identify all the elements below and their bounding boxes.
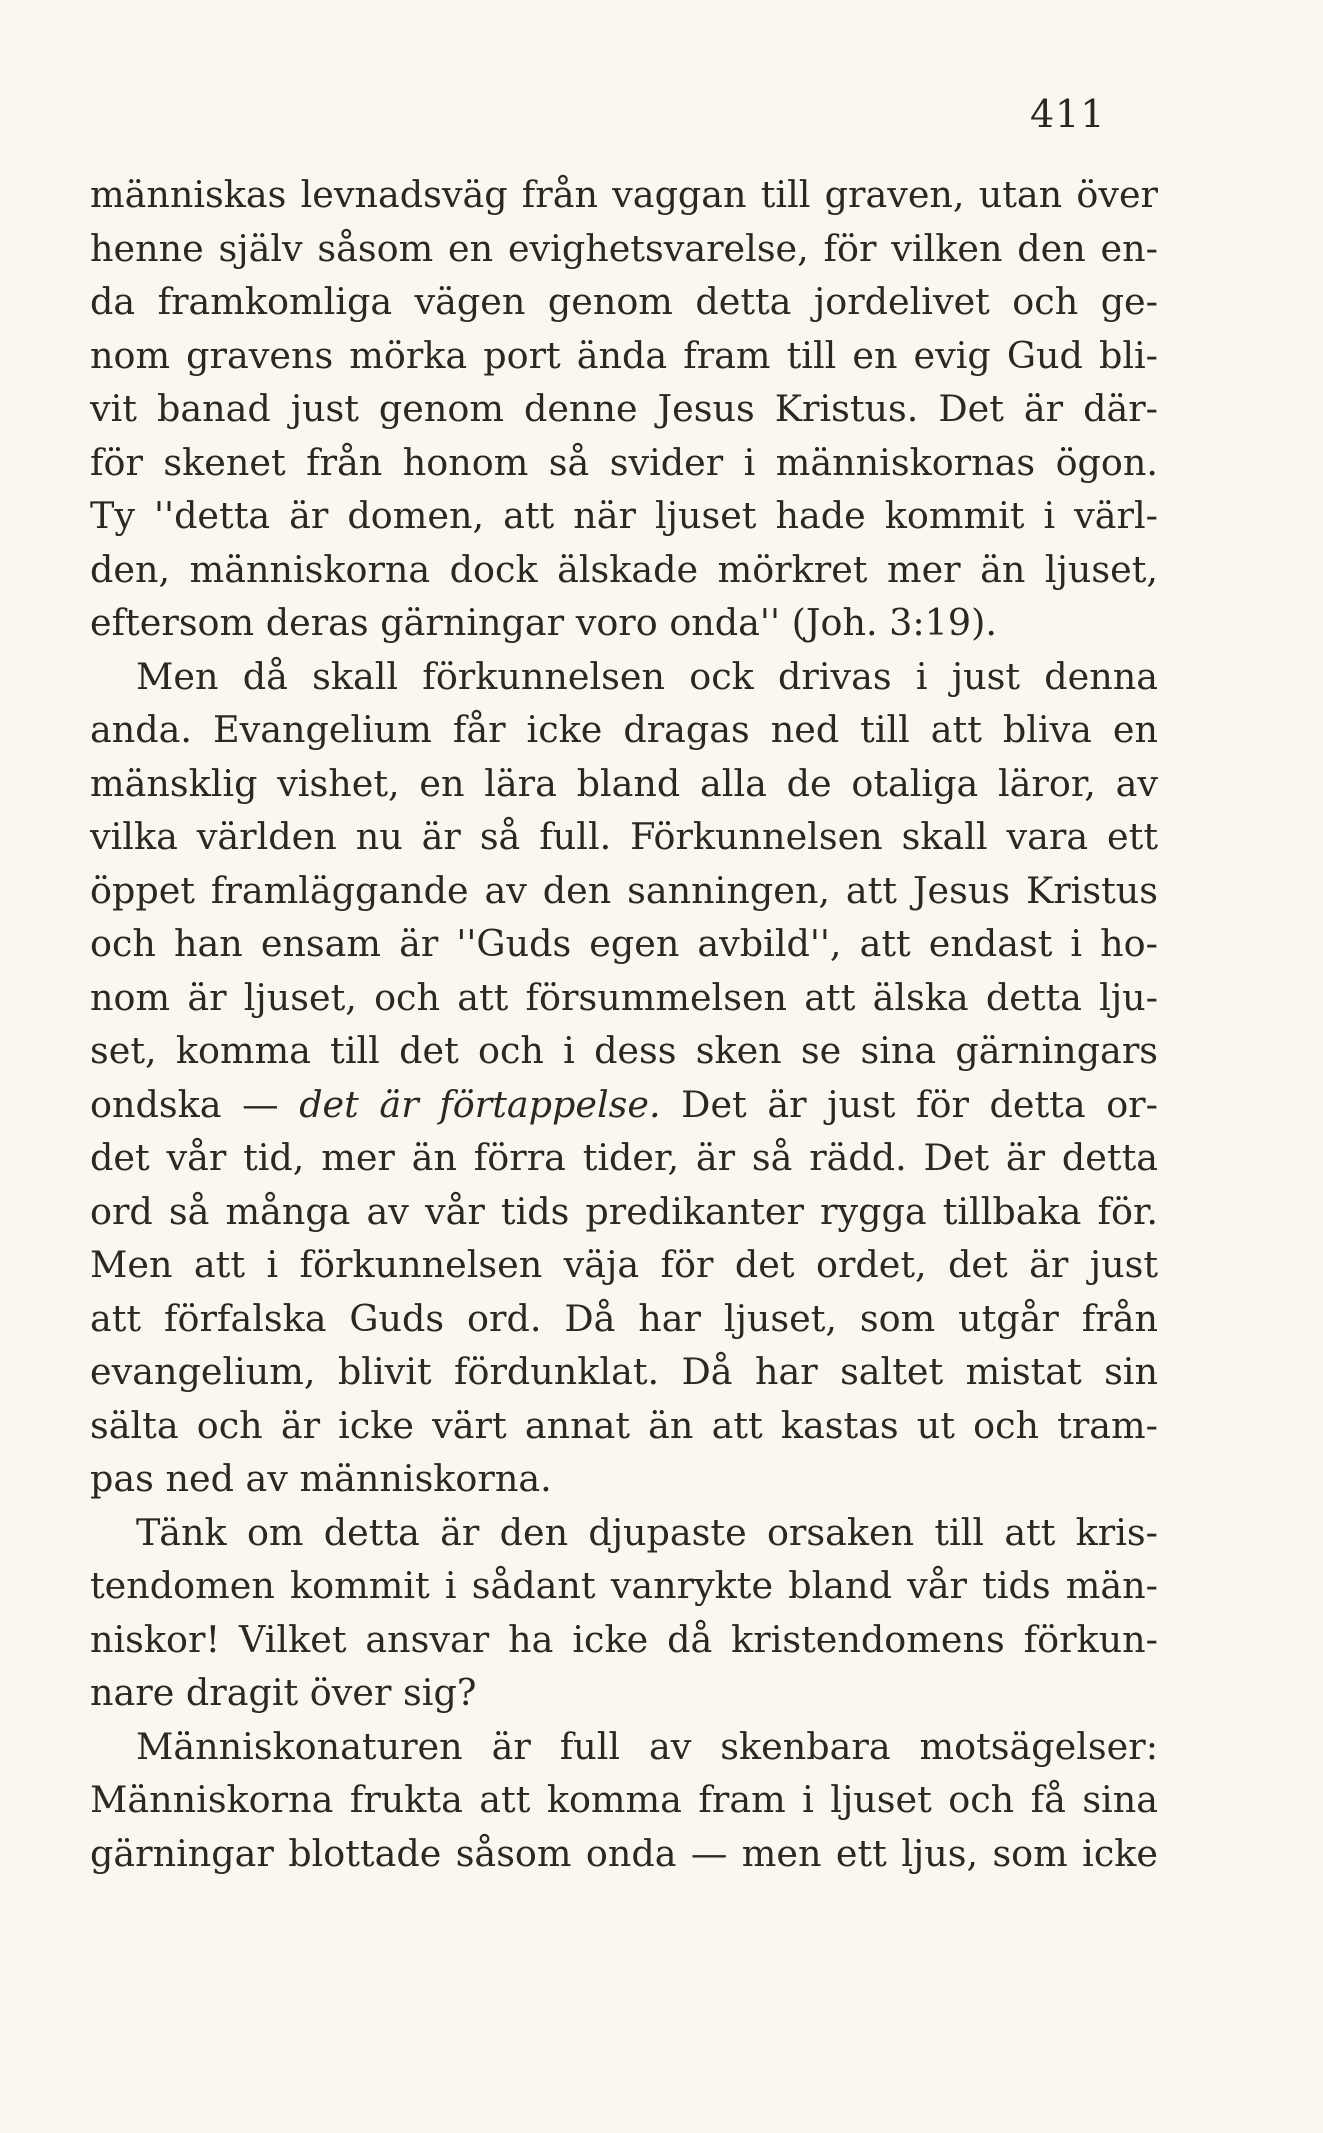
text-line: Tänk om detta är den djupaste orsaken till att kris-	[136, 1510, 1158, 1554]
text-line: Ty ''detta är domen, att när ljuset hade kommit i värl-	[90, 494, 1158, 537]
text-line: och han ensam är ''Guds egen avbild'', att endast i ho-	[90, 922, 1158, 965]
body-text	[90, 168, 1158, 1880]
text-line: da framkomliga vägen genom detta jordelivet och ge-	[90, 280, 1158, 323]
text-line: öppet framläggande av den sanningen, att Jesus Kristus	[90, 868, 1158, 912]
text-line: sälta och är icke värt annat än att kastas ut och tram-	[90, 1403, 1158, 1447]
text-line: det vår tid, mer än förra tider, är så rädd. Det är detta	[90, 1136, 1158, 1179]
text-line: mänsklig vishet, en lära bland alla de otaliga läror, av	[90, 761, 1158, 805]
text-line: pas ned av människorna.	[90, 1457, 552, 1500]
text-line: niskor! Vilket ansvar ha icke då kristendomens förkun-	[90, 1617, 1158, 1661]
text-line: henne själv såsom en evighetsvarelse, för vilken den en-	[90, 226, 1158, 270]
text-line: nare dragit över sig?	[90, 1671, 477, 1714]
text-line: nom gravens mörka port ända fram till en evig Gud bli-	[90, 333, 1158, 377]
text-line: vilka världen nu är så full. Förkunnelsen skall vara ett	[90, 815, 1158, 858]
text-line: evangelium, blivit fördunklat. Då har saltet mistat sin	[90, 1350, 1158, 1393]
text-line: ord så många av vår tids predikanter rygga tillbaka för.	[90, 1189, 1158, 1233]
text-line: eftersom deras gärningar voro onda'' (Joh. 3:19).	[90, 601, 997, 644]
text-line: för skenet från honom så svider i människornas ögon.	[90, 440, 1158, 484]
text-line: vit banad just genom denne Jesus Kristus. Det är där-	[90, 387, 1158, 430]
text-line: set, komma till det och i dess sken se sina gärningars	[90, 1029, 1158, 1072]
page-number: 411	[1030, 92, 1106, 136]
text-line: Men då skall förkunnelsen ock drivas i just denna	[136, 654, 1158, 698]
text-line: människas levnadsväg från vaggan till graven, utan över	[90, 173, 1158, 216]
text-line: den, människorna dock älskade mörkret mer än ljuset,	[90, 547, 1158, 591]
text-line: Men att i förkunnelsen väja för det ordet, det är just	[90, 1243, 1158, 1286]
text-line: att förfalska Guds ord. Då har ljuset, som utgår från	[90, 1296, 1158, 1340]
text-line: tendomen kommit i sådant vanrykte bland vår tids män-	[90, 1564, 1158, 1607]
text-line: nom är ljuset, och att försummelsen att älska detta lju-	[90, 975, 1158, 1019]
text-segment: Det är just för detta or-	[660, 1082, 1158, 1126]
text-line: anda. Evangelium får icke dragas ned till att bliva en	[90, 708, 1158, 751]
text-line: Människorna frukta att komma fram i ljuset och få sina	[90, 1778, 1158, 1821]
text-line: Människonaturen är full av skenbara motsägelser:	[136, 1724, 1158, 1768]
text-line: gärningar blottade såsom onda — men ett ljus, som icke	[90, 1831, 1158, 1875]
text-line	[90, 1078, 1158, 1132]
emphasized-text: det är förtappelse.	[299, 1082, 661, 1126]
text-segment: ondska —	[90, 1082, 300, 1126]
